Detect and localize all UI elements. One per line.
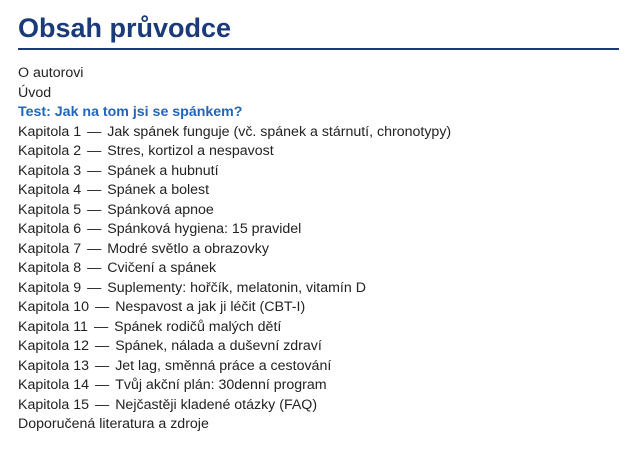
toc-item-label: Spánek a hubnutí	[107, 162, 219, 179]
page-title: Obsah průvodce	[18, 13, 232, 43]
chapter-number: Kapitola 4	[18, 182, 82, 198]
toc-item[interactable]	[18, 84, 619, 104]
toc-item-label: Modré světlo a obrazovky	[107, 240, 269, 257]
title-underline	[18, 48, 619, 50]
separator-dash: —	[95, 377, 110, 393]
toc-item-label: Spánek a bolest	[107, 182, 210, 198]
chapter-number: Kapitola 2	[18, 143, 82, 159]
toc-item-chapter[interactable]	[18, 357, 619, 377]
toc-item-label: Doporučená literatura a zdroje	[18, 416, 209, 432]
toc-item-chapter[interactable]	[18, 181, 619, 201]
toc-item-chapter[interactable]	[18, 201, 619, 221]
chapter-number: Kapitola 11	[18, 318, 88, 335]
separator-dash: —	[87, 143, 102, 159]
separator-dash: —	[95, 299, 110, 315]
toc-item-label: O autorovi	[18, 65, 84, 81]
separator-dash: —	[87, 182, 102, 198]
toc-item-label: Jak spánek funguje (vč. spánek a stárnutí, chronotypy)	[107, 123, 452, 140]
chapter-number: Kapitola 6	[18, 221, 82, 237]
separator-dash: —	[87, 221, 102, 237]
toc-item-label: Spánek rodičů malých dětí	[114, 318, 282, 335]
toc-item-label: Cvičení a spánek	[107, 260, 217, 276]
toc-item-chapter[interactable]	[18, 298, 619, 318]
toc-item-label: Spánková hygiena: 15 pravidel	[107, 221, 302, 237]
separator-dash: —	[95, 357, 110, 374]
toc-item[interactable]	[18, 415, 619, 435]
toc-item-test[interactable]	[18, 103, 619, 123]
toc-item-label: Suplementy: hořčík, melatonin, vitamín D	[107, 279, 366, 296]
toc-item-label: Test: Jak na tom jsi se spánkem?	[18, 104, 243, 120]
toc-item[interactable]	[18, 64, 619, 84]
toc-item-chapter[interactable]	[18, 259, 619, 279]
chapter-number: Kapitola 9	[18, 279, 82, 296]
toc-item-chapter[interactable]	[18, 220, 619, 240]
toc-item-label: Spánek, nálada a duševní zdraví	[115, 338, 322, 354]
chapter-number: Kapitola 15	[18, 396, 89, 413]
toc-item-chapter[interactable]	[18, 376, 619, 396]
chapter-number: Kapitola 8	[18, 260, 82, 276]
separator-dash: —	[93, 318, 109, 335]
separator-dash: —	[95, 338, 110, 354]
toc-item-label: Nespavost a jak ji léčit (CBT-I)	[115, 299, 306, 315]
toc-item-label: Úvod	[18, 84, 52, 101]
toc-item-chapter[interactable]	[18, 123, 619, 143]
toc-item-label: Stres, kortizol a nespavost	[107, 143, 274, 159]
chapter-number: Kapitola 5	[18, 201, 82, 218]
separator-dash: —	[95, 396, 110, 413]
chapter-number: Kapitola 7	[18, 240, 82, 257]
separator-dash: —	[87, 201, 102, 218]
chapter-number: Kapitola 14	[18, 377, 89, 393]
chapter-number: Kapitola 1	[18, 123, 82, 140]
chapter-number: Kapitola 10	[18, 299, 89, 315]
toc-item-chapter[interactable]	[18, 318, 619, 338]
toc-item-label: Tvůj akční plán: 30denní program	[115, 377, 327, 393]
chapter-number: Kapitola 3	[18, 162, 82, 179]
toc-item-chapter[interactable]	[18, 396, 619, 416]
chapter-number: Kapitola 13	[18, 357, 89, 374]
separator-dash: —	[87, 240, 102, 257]
toc-item-label: Spánková apnoe	[107, 201, 214, 218]
separator-dash: —	[87, 123, 102, 140]
table-of-contents	[18, 64, 619, 435]
toc-item-chapter[interactable]	[18, 142, 619, 162]
toc-item-label: Nejčastěji kladené otázky (FAQ)	[115, 396, 318, 413]
toc-item-chapter[interactable]	[18, 337, 619, 357]
toc-item-chapter[interactable]	[18, 162, 619, 182]
separator-dash: —	[87, 260, 102, 276]
separator-dash: —	[87, 279, 102, 296]
chapter-number: Kapitola 12	[18, 338, 89, 354]
toc-item-chapter[interactable]	[18, 279, 619, 299]
toc-item-chapter[interactable]	[18, 240, 619, 260]
toc-item-label: Jet lag, směnná práce a cestování	[115, 357, 332, 374]
separator-dash: —	[87, 162, 102, 179]
